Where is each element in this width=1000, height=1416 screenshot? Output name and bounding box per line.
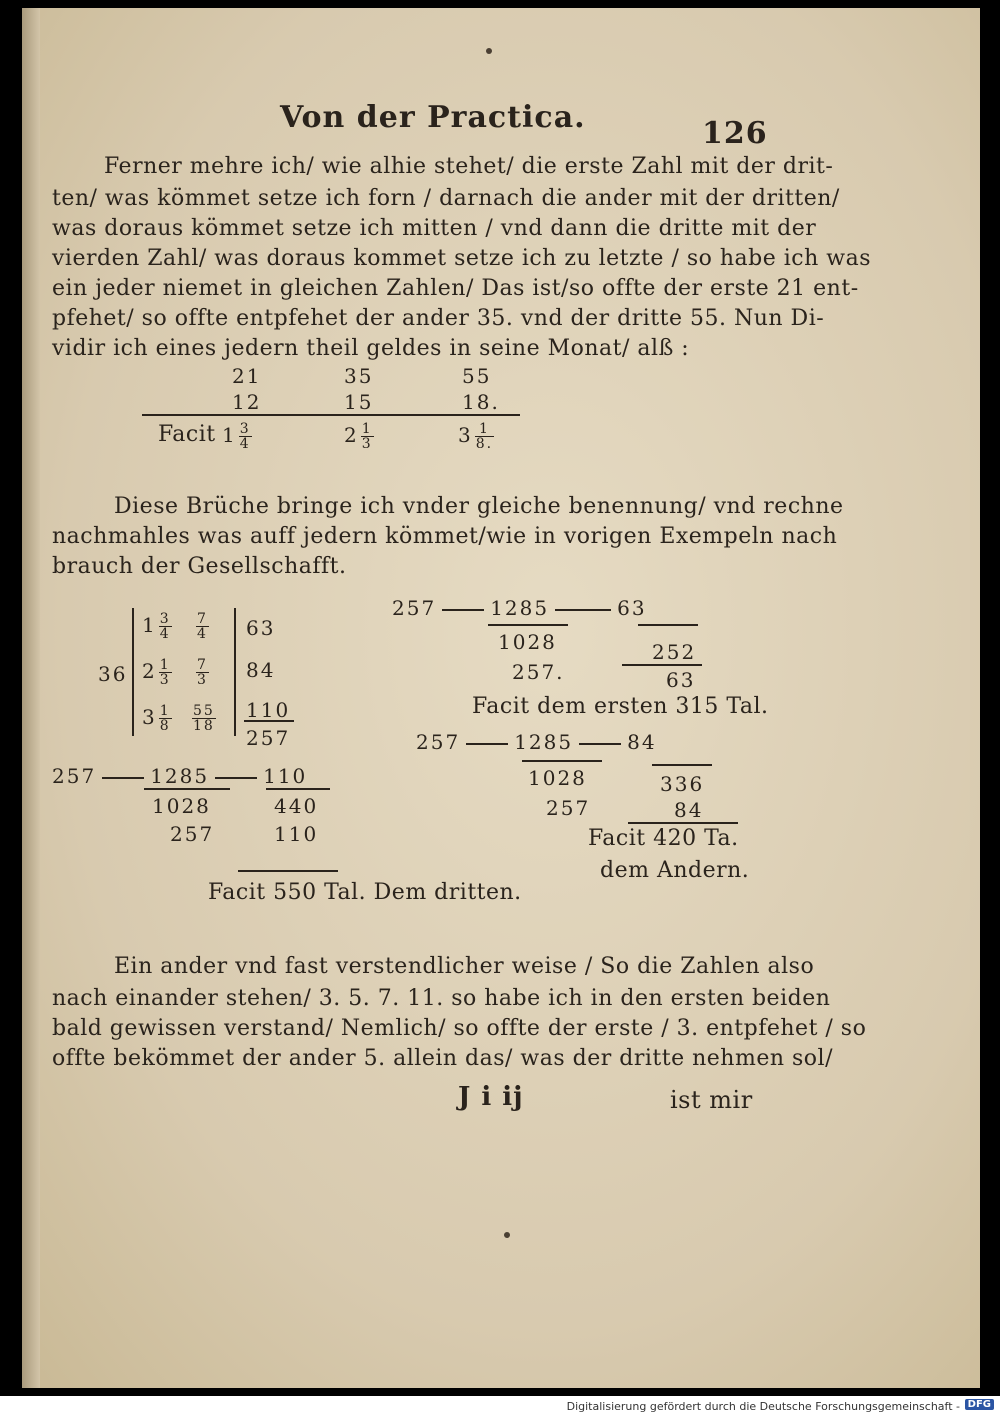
- table-rule: [142, 414, 520, 416]
- calc-value: 63: [666, 668, 696, 692]
- text-line: brauch der Gesellschafft.: [52, 554, 347, 579]
- dfg-logo: DFG: [965, 1399, 994, 1410]
- footer-bar: [0, 1396, 1000, 1416]
- text-line: nach einander stehen/ 3. 5. 7. 11. so habe ich in den ersten beiden: [52, 986, 831, 1011]
- mixed-fraction: 1 $\frac{3}{4}$: [142, 611, 171, 642]
- ink-speck: [504, 1232, 510, 1238]
- calc-rule: [144, 788, 230, 790]
- calc-value: 257: [546, 796, 591, 820]
- facit-fraction: 1 $\frac{3}{4}$: [222, 421, 251, 452]
- calc-value: 1028: [498, 630, 557, 654]
- calc-value: 257.: [512, 660, 565, 684]
- calc-value: 440: [274, 794, 319, 818]
- running-head: Von der Practica.: [280, 100, 586, 135]
- book-page: [22, 8, 980, 1388]
- text-line: pfehet/ so offte entpfehet der ander 35. vnd der dritte 55. Nun Di-: [52, 306, 825, 331]
- calc-rule: [638, 624, 698, 626]
- ink-speck: [486, 48, 492, 54]
- facit-fraction: 3 $\frac{1}{8.}$: [458, 421, 494, 452]
- table-value: 18.: [462, 390, 500, 414]
- calc-value: 1028: [528, 766, 587, 790]
- multiplier: 36: [98, 662, 128, 686]
- calc-value: 336: [660, 772, 705, 796]
- calc-value: 110: [274, 822, 319, 846]
- signature-mark: J i ij: [458, 1082, 524, 1112]
- table-value: 15: [344, 390, 374, 414]
- facit-first: Facit dem ersten 315 Tal.: [472, 694, 769, 719]
- result-value: 84: [246, 658, 276, 682]
- improper-fraction: $\frac{7}{3}$: [197, 657, 208, 688]
- text-line: Ein ander vnd fast verstendlicher weise / So die Zahlen also: [114, 954, 815, 979]
- improper-fraction: $\frac{55}{18}$: [193, 703, 215, 734]
- facit-fraction: 2 $\frac{1}{3}$: [344, 421, 373, 452]
- page-number: 126: [702, 116, 768, 151]
- text-line: nachmahles was auff jedern kömmet/wie in vorigen Exempeln nach: [52, 524, 838, 549]
- text-line: ein jeder niemet in gleichen Zahlen/ Das ist/so offte der erste 21 ent-: [52, 276, 859, 301]
- proportion-line: 257 1285 63: [392, 596, 647, 620]
- page-spine-shadow: [22, 8, 40, 1388]
- calc-rule: [622, 664, 702, 666]
- table-value: 21: [232, 364, 262, 388]
- improper-fraction: $\frac{7}{4}$: [197, 611, 208, 642]
- mixed-fraction: 2 $\frac{1}{3}$: [142, 657, 171, 688]
- mixed-fraction: 3 $\frac{1}{8}$: [142, 703, 171, 734]
- calc-value: 252: [652, 640, 697, 664]
- footer-credit: Digitalisierung gefördert durch die Deutsche Forschungsgemeinschaft -: [566, 1400, 960, 1413]
- facit-second: Facit 420 Ta.: [588, 826, 739, 851]
- catchword: ist mir: [670, 1086, 753, 1114]
- bracket-line: [132, 608, 134, 736]
- calc-value: 1028: [152, 794, 211, 818]
- calc-value: 257: [170, 822, 215, 846]
- text-line: Diese Brüche bringe ich vnder gleiche benennung/ vnd rechne: [114, 494, 844, 519]
- sum-value: 257: [246, 726, 291, 750]
- bracket-line: [234, 608, 236, 736]
- calc-value: 84: [674, 798, 704, 822]
- sum-rule: [244, 720, 294, 722]
- facit-third: Facit 550 Tal. Dem dritten.: [208, 880, 522, 905]
- calc-rule: [522, 760, 602, 762]
- calc-rule: [652, 764, 712, 766]
- text-line: vidir ich eines jedern theil geldes in seine Monat/ alß :: [52, 336, 690, 361]
- text-line: vierden Zahl/ was doraus kommet setze ich zu letzte / so habe ich was: [52, 246, 872, 271]
- calc-rule: [628, 822, 738, 824]
- proportion-line: 257 1285 110: [52, 764, 308, 788]
- proportion-line: 257 1285 84: [416, 730, 657, 754]
- text-line: Ferner mehre ich/ wie alhie stehet/ die erste Zahl mit der drit-: [104, 154, 834, 179]
- text-line: ten/ was kömmet setze ich forn / darnach die ander mit der dritten/: [52, 186, 840, 211]
- facit-label: Facit: [158, 422, 216, 447]
- facit-second-label: dem Andern.: [600, 858, 750, 883]
- table-value: 55: [462, 364, 492, 388]
- text-line: bald gewissen verstand/ Nemlich/ so offte der erste / 3. entpfehet / so: [52, 1016, 867, 1041]
- table-value: 35: [344, 364, 374, 388]
- result-value: 63: [246, 616, 276, 640]
- table-value: 12: [232, 390, 262, 414]
- result-value: 110: [246, 698, 291, 722]
- calc-rule: [238, 870, 338, 872]
- text-line: was doraus kömmet setze ich mitten / vnd dann die dritte mit der: [52, 216, 817, 241]
- text-line: offte bekömmet der ander 5. allein das/ was der dritte nehmen sol/: [52, 1046, 833, 1071]
- calc-rule: [488, 624, 568, 626]
- calc-rule: [266, 788, 330, 790]
